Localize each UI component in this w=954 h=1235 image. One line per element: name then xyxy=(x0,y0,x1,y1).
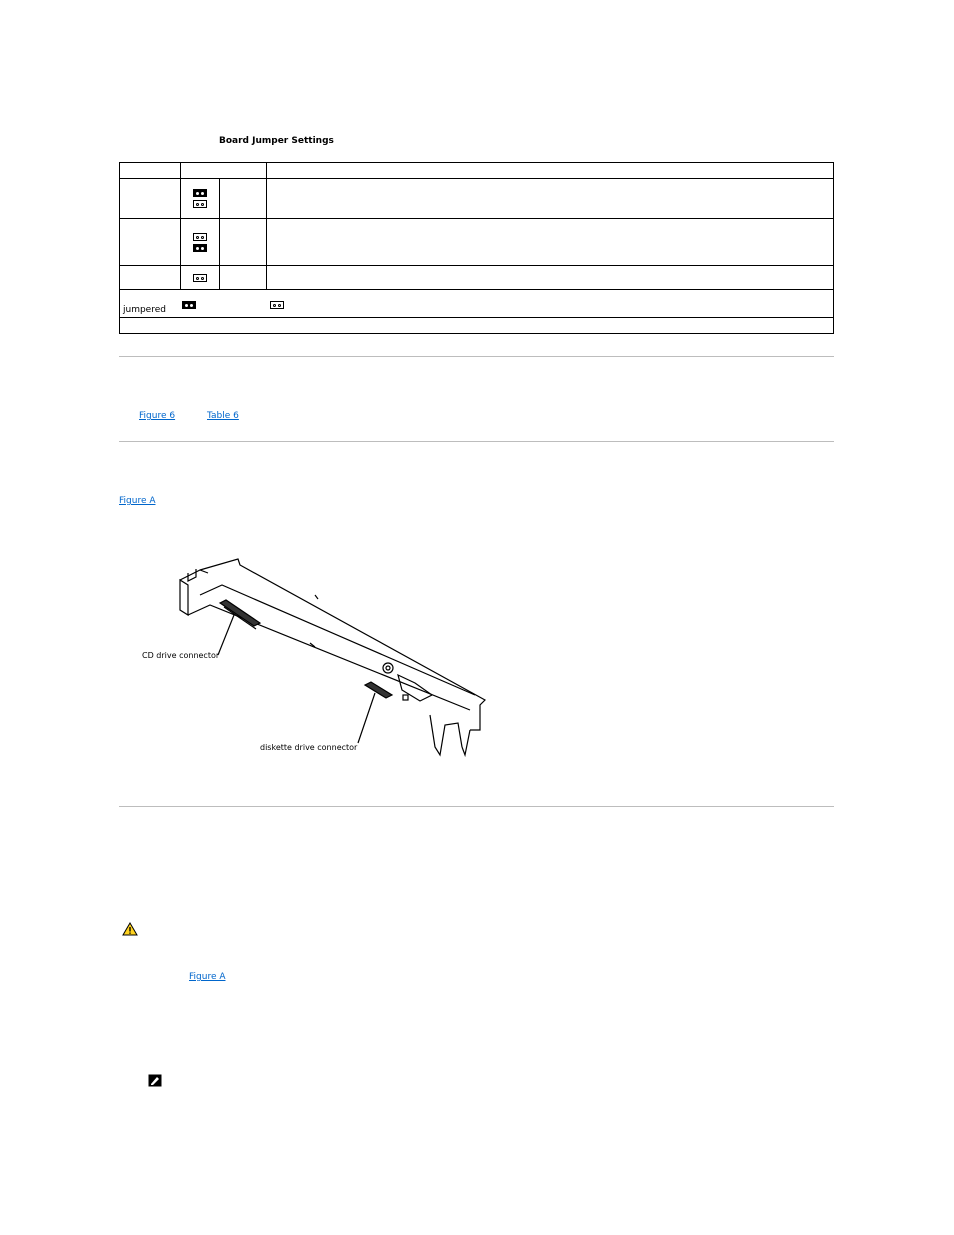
open-jumper-icon xyxy=(193,200,207,208)
table-cell xyxy=(120,219,181,266)
board-circle-component xyxy=(383,663,393,673)
table-legend-row xyxy=(120,290,834,318)
table-caption: Board Jumper Settings xyxy=(219,136,334,146)
diskette-leader-line xyxy=(358,693,375,743)
section-divider xyxy=(119,356,834,357)
table-cell xyxy=(220,266,267,290)
diskette-connector-shape xyxy=(365,682,392,698)
header-cell-setting xyxy=(181,163,267,179)
figure-6-link[interactable]: Figure 6 xyxy=(139,411,176,421)
open-jumper-icon xyxy=(193,274,207,282)
cd-leader-line xyxy=(218,615,234,655)
section-divider xyxy=(119,441,834,442)
jumpered-label: jumpered xyxy=(123,305,166,315)
table-footer-cell xyxy=(120,318,834,334)
table-cell xyxy=(220,179,267,219)
riser-board-diagram xyxy=(140,555,500,765)
bracket-legs xyxy=(430,715,462,755)
board-small-component xyxy=(403,695,408,700)
cd-connector-shape xyxy=(220,600,260,626)
jumpered-icon xyxy=(182,301,196,309)
table-cell xyxy=(220,219,267,266)
figure-a-link[interactable]: Figure A xyxy=(119,496,156,506)
jumpered-icon xyxy=(193,244,207,252)
diskette-drive-label: diskette drive connector xyxy=(260,743,358,752)
table-cell xyxy=(267,219,834,266)
board-outline-bottom xyxy=(188,605,470,710)
board-circle-component-inner xyxy=(386,666,390,670)
cd-drive-label: CD drive connector xyxy=(142,651,220,660)
board-edge-line xyxy=(200,585,475,695)
jumper-settings-table xyxy=(119,162,834,334)
table-row xyxy=(120,179,834,219)
table-footer-row xyxy=(120,318,834,334)
table-row xyxy=(120,219,834,266)
caution-icon xyxy=(122,922,138,936)
open-jumper-icon xyxy=(270,301,284,309)
bracket-left-shape xyxy=(180,580,188,615)
jumpered-icon xyxy=(193,189,207,197)
section-link[interactable] xyxy=(286,953,406,963)
header-cell-jumper xyxy=(120,163,181,179)
table-row xyxy=(120,266,834,290)
table-cell xyxy=(267,266,834,290)
table-cell xyxy=(120,266,181,290)
table-cell-jumper xyxy=(181,179,220,219)
bracket-leg-right xyxy=(462,730,470,755)
table-footer-link[interactable] xyxy=(478,320,604,330)
board-outline-top xyxy=(200,559,485,730)
table-6-link[interactable]: Table 6 xyxy=(207,411,239,421)
table-cell-jumper xyxy=(181,219,220,266)
table-header-row xyxy=(120,163,834,179)
board-peg xyxy=(315,595,318,599)
table-cell xyxy=(267,179,834,219)
table-cell xyxy=(120,179,181,219)
section-divider xyxy=(119,806,834,807)
table-legend-cell xyxy=(120,290,834,318)
figure-a-link-2[interactable]: Figure A xyxy=(189,972,226,982)
note-icon xyxy=(148,1074,162,1087)
header-cell-description xyxy=(267,163,834,179)
table-cell-jumper xyxy=(181,266,220,290)
open-jumper-icon xyxy=(193,233,207,241)
